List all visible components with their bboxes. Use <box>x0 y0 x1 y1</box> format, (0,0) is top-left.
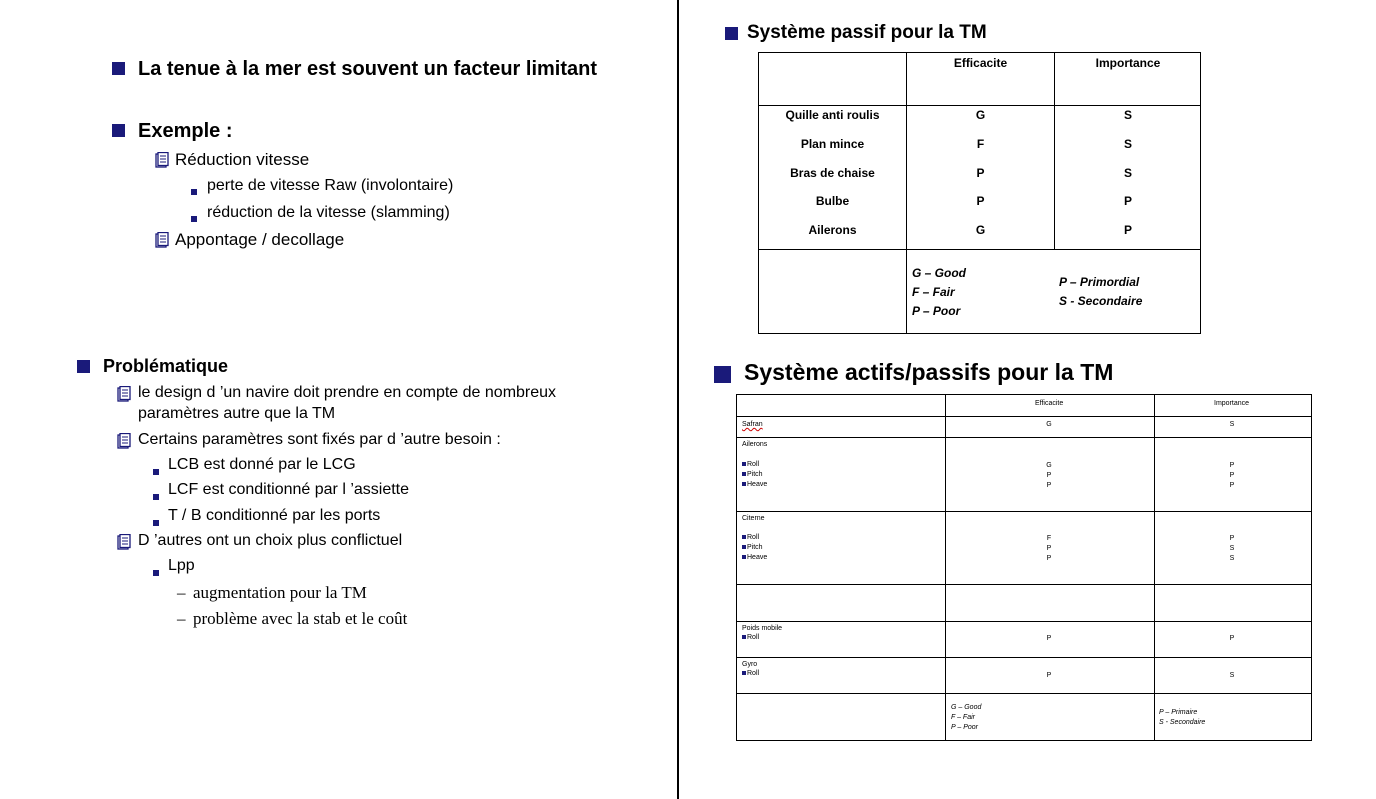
row-eff: P <box>976 166 985 180</box>
book-icon <box>117 534 131 555</box>
row-citerne-label: Citerne <box>742 515 765 522</box>
row-label: Quille anti roulis <box>785 108 880 122</box>
page-divider <box>677 0 679 799</box>
table1-title: Système passif pour la TM <box>747 22 987 43</box>
row-imp: S <box>1123 166 1132 180</box>
legend-importance: P – Primordial S - Secondaire <box>1059 275 1143 308</box>
table-systemes-actifs-passifs <box>736 394 1312 741</box>
row-label: Plan mince <box>800 137 865 151</box>
sub-item-lpp: Lpp <box>168 557 195 574</box>
row-citerne-eff: F P P <box>1046 535 1052 562</box>
bullet-small <box>153 513 159 531</box>
heading-exemple: Exemple : <box>138 120 233 142</box>
problematique-item3: D ’autres ont un choix plus conflictuel <box>138 532 403 549</box>
row-poids-label: Poids mobile <box>742 625 783 632</box>
row-eff: G <box>975 108 986 122</box>
bullet-square <box>112 124 125 142</box>
row-gyro-eff: P <box>1046 672 1052 679</box>
bullet-square <box>112 62 125 80</box>
bullet-small <box>153 563 159 581</box>
problematique-item1-line1: le design d ’un navire doit prendre en compte de nombreux <box>138 384 557 401</box>
sub-item-lcf: LCF est conditionné par l ’assiette <box>168 481 410 498</box>
row-safran-label: Safran <box>742 421 763 428</box>
row-eff: F <box>976 137 985 151</box>
heading-problematique: Problématique <box>103 356 229 376</box>
table-systeme-passif <box>758 52 1201 334</box>
book-icon <box>117 386 131 407</box>
bullet-square <box>725 27 738 45</box>
row-gyro-imp: S <box>1229 672 1235 679</box>
header-efficacite: Efficacite <box>1035 400 1064 407</box>
row-ailerons-label: Ailerons <box>742 441 768 448</box>
book-icon <box>117 433 131 454</box>
row-imp: P <box>1123 223 1132 237</box>
row-safran-imp: S <box>1229 421 1235 428</box>
row-label: Bulbe <box>815 194 850 208</box>
row-poids-item: Roll <box>742 633 759 643</box>
row-imp: P <box>1123 194 1132 208</box>
row-ailerons-items: Roll Pitch Heave <box>742 460 767 490</box>
legend-importance: P – Primaire S - Secondaire <box>1159 709 1206 726</box>
legend-efficacite: G – Good F – Fair P – Poor <box>912 266 966 318</box>
bullet-small <box>153 462 159 480</box>
sub-item-reduction-slamming: réduction de la vitesse (slamming) <box>207 204 450 221</box>
bullet-square <box>77 360 90 378</box>
row-eff: P <box>976 194 985 208</box>
problematique-item1-line2: paramètres autre que la TM <box>138 405 336 422</box>
bullet-small <box>191 182 197 200</box>
header-importance: Importance <box>1095 56 1161 70</box>
row-safran-eff: G <box>1046 421 1052 428</box>
row-imp: S <box>1123 137 1132 151</box>
dash-item-probleme: problème avec la stab et le coût <box>193 609 408 628</box>
book-icon <box>155 232 169 253</box>
header-efficacite: Efficacite <box>953 56 1008 70</box>
legend-efficacite: G – Good F – Fair P – Poor <box>951 704 982 731</box>
row-eff: G <box>975 223 986 237</box>
problematique-item2: Certains paramètres sont fixés par d ’autre besoin : <box>138 431 501 448</box>
header-importance: Importance <box>1214 400 1250 407</box>
row-ailerons-eff: G P P <box>1046 462 1052 489</box>
item-appontage: Appontage / decollage <box>175 230 345 249</box>
row-gyro-label: Gyro <box>742 661 758 668</box>
item-reduction-vitesse: Réduction vitesse <box>175 150 310 169</box>
row-citerne-imp: P S S <box>1229 535 1235 562</box>
dash-item-augmentation: augmentation pour la TM <box>193 583 367 602</box>
row-citerne-items: Roll Pitch Heave <box>742 533 767 563</box>
bullet-small <box>153 487 159 505</box>
row-gyro-item: Roll <box>742 669 759 679</box>
row-poids-imp: P <box>1229 635 1235 642</box>
bullet-square <box>714 366 731 388</box>
row-imp: S <box>1123 108 1132 122</box>
sub-item-lcb: LCB est donné par le LCG <box>168 456 356 473</box>
sub-item-perte-vitesse: perte de vitesse Raw (involontaire) <box>207 177 454 194</box>
dash-marker: – <box>177 609 186 628</box>
heading-tenue: La tenue à la mer est souvent un facteur limitant <box>138 58 598 80</box>
row-ailerons-imp: P P P <box>1229 462 1235 489</box>
bullet-small <box>191 209 197 227</box>
book-icon <box>155 152 169 173</box>
row-label: Bras de chaise <box>790 166 875 180</box>
row-label: Ailerons <box>808 223 857 237</box>
table2-title: Système actifs/passifs pour la TM <box>744 359 1114 385</box>
sub-item-tb: T / B conditionné par les ports <box>168 507 381 524</box>
dash-marker: – <box>177 583 186 602</box>
row-poids-eff: P <box>1046 635 1052 642</box>
